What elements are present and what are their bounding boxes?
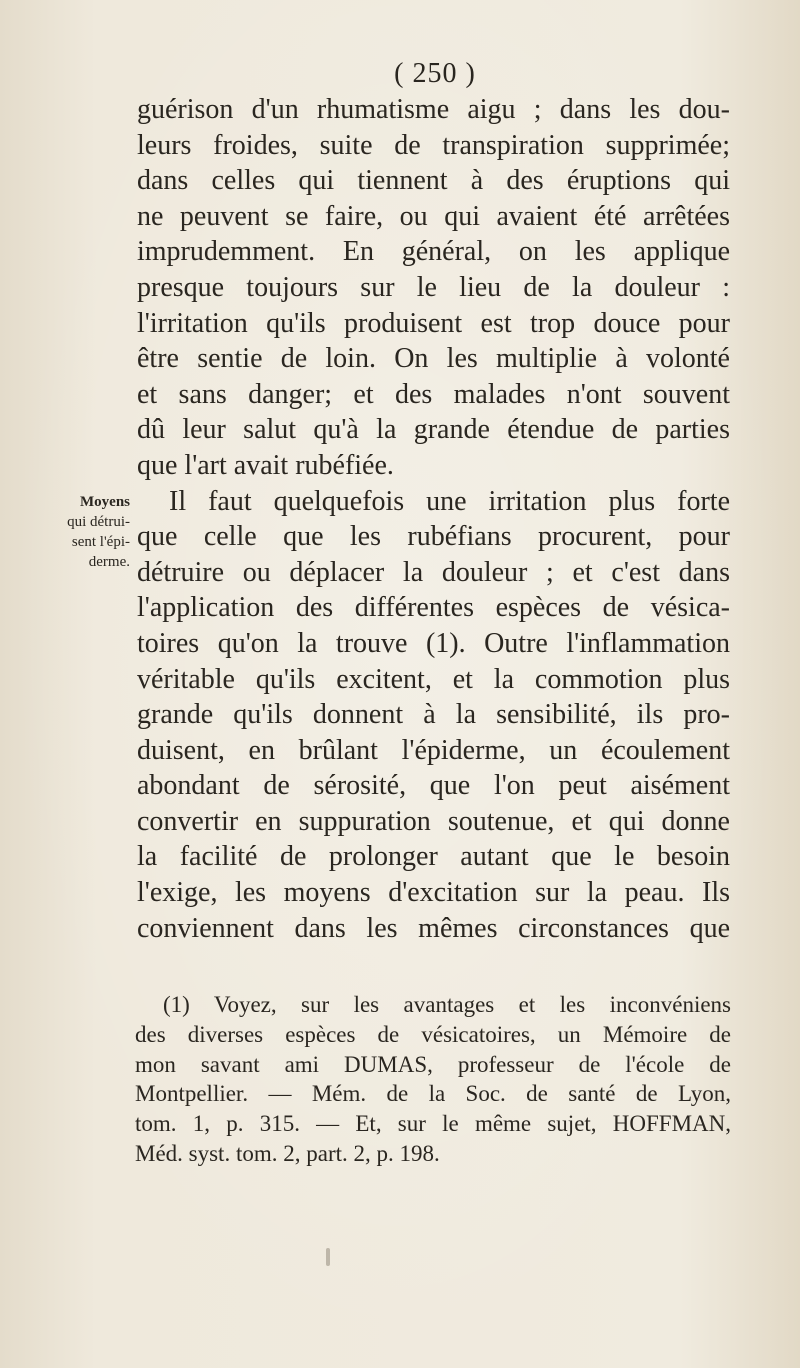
body-line: convertir en suppuration soutenue, et qui donne bbox=[137, 805, 730, 837]
body-line: que l'art avait rubéfiée. bbox=[137, 449, 394, 481]
margin-note-line: Moyens bbox=[80, 494, 130, 510]
ink-mark bbox=[326, 1248, 330, 1266]
footnote-line: mon savant ami DUMAS, professeur de l'école de bbox=[135, 1051, 731, 1077]
margin-note-line: sent l'épi- bbox=[71, 534, 130, 550]
body-line: conviennent dans les mêmes circonstances que bbox=[137, 912, 730, 944]
body-line: presque toujours sur le lieu de la douleur : bbox=[137, 271, 730, 303]
body-line: l'irritation qu'ils produisent est trop douce pour bbox=[137, 307, 730, 339]
margin-note-line: derme. bbox=[88, 554, 130, 570]
margin-note-line: qui détrui- bbox=[67, 514, 130, 530]
footnote-line: Méd. syst. tom. 2, part. 2, p. 198. bbox=[135, 1140, 440, 1166]
footnote bbox=[135, 990, 731, 1169]
body-line: l'application des différentes espèces de vésica- bbox=[137, 592, 730, 624]
body-line: l'exige, les moyens d'excitation sur la peau. Ils bbox=[137, 877, 730, 909]
body-line: dû leur salut qu'à la grande étendue de parties bbox=[137, 414, 730, 446]
body-line: imprudemment. En général, on les applique bbox=[137, 236, 730, 268]
body-line: véritable qu'ils excitent, et la commotion plus bbox=[137, 663, 730, 695]
body-line: dans celles qui tiennent à des éruptions qui bbox=[137, 165, 730, 197]
body-line: duisent, en brûlant l'épiderme, un écoulement bbox=[137, 734, 730, 766]
footnote-line: Montpellier. — Mém. de la Soc. de santé de Lyon, bbox=[135, 1081, 731, 1107]
footnote-line: tom. 1, p. 315. — Et, sur le même sujet, HOFFMAN, bbox=[135, 1111, 731, 1137]
body-line: abondant de sérosité, que l'on peut aisément bbox=[137, 770, 730, 802]
body-line: toires qu'on la trouve (1). Outre l'inflammation bbox=[137, 627, 730, 659]
body-line: leurs froides, suite de transpiration supprimée; bbox=[137, 129, 730, 161]
body-line: détruire ou déplacer la douleur ; et c'est dans bbox=[137, 556, 730, 588]
body-line: Il faut quelquefois une irritation plus forte bbox=[169, 485, 730, 517]
footnote-line: (1) Voyez, sur les avantages et les inconvéniens bbox=[163, 992, 731, 1017]
body-line: guérison d'un rhumatisme aigu ; dans les dou- bbox=[137, 94, 730, 125]
margin-note bbox=[20, 492, 130, 572]
body-line: et sans danger; et des malades n'ont souvent bbox=[137, 378, 730, 410]
body-text bbox=[137, 92, 730, 946]
body-line: que celle que les rubéfians procurent, pour bbox=[137, 521, 730, 553]
body-line: ne peuvent se faire, ou qui avaient été arrêtées bbox=[137, 200, 730, 232]
page-number: ( 250 ) bbox=[394, 58, 476, 89]
footnote-line: des diverses espèces de vésicatoires, un Mémoire de bbox=[135, 1021, 731, 1047]
body-line: grande qu'ils donnent à la sensibilité, ils pro- bbox=[137, 699, 730, 731]
body-line: être sentie de loin. On les multiplie à volonté bbox=[137, 343, 730, 375]
body-line: la facilité de prolonger autant que le besoin bbox=[137, 841, 730, 873]
